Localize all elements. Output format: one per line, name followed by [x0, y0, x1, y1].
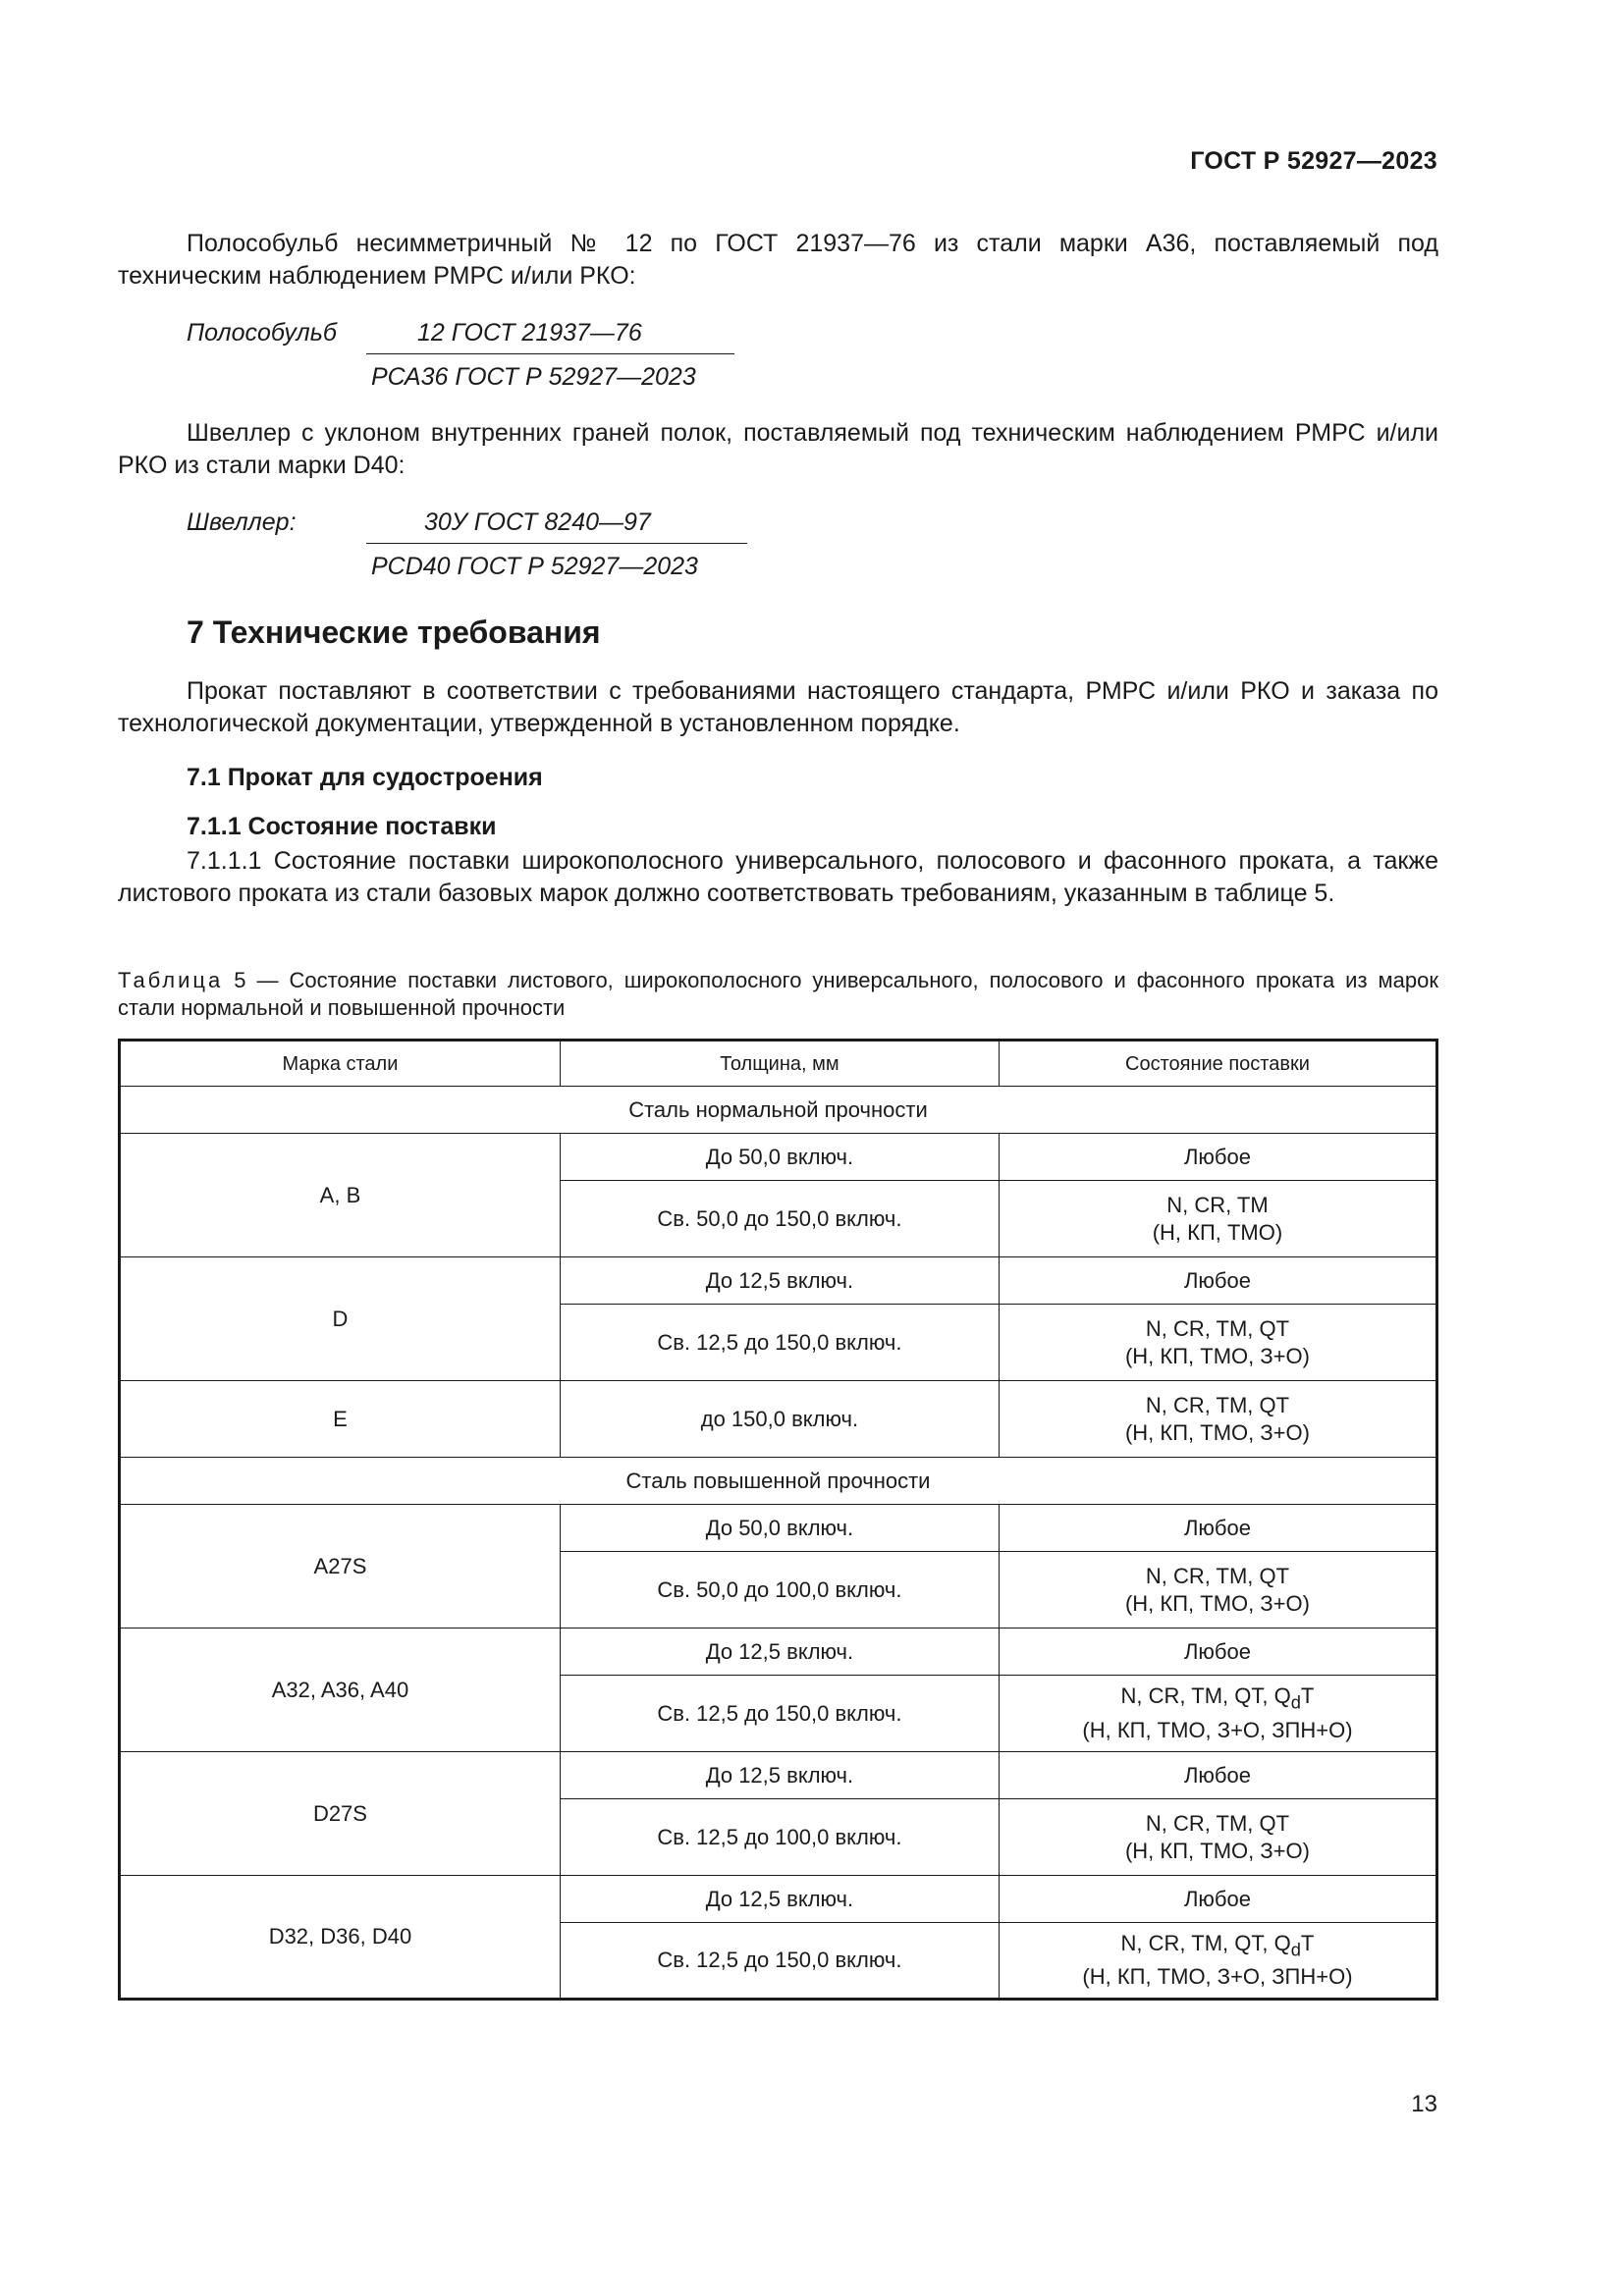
section-7-title: 7 Технические требования: [187, 614, 601, 650]
state-code: N, CR, TM, QT: [1145, 1810, 1290, 1836]
thickness-cell: До 12,5 включ.: [560, 1752, 999, 1799]
grade-cell: D: [120, 1257, 561, 1381]
state-cell: Любое: [999, 1505, 1436, 1552]
table5-caption: [118, 967, 1438, 1022]
state-code-ru: (Н, КП, ТМО, З+О): [1124, 1590, 1310, 1616]
table-row: [120, 1876, 1437, 1923]
table-row: [120, 1134, 1437, 1181]
state-cell: Любое: [999, 1752, 1436, 1799]
group-row: [120, 1458, 1437, 1505]
thickness-cell: До 12,5 включ.: [560, 1629, 999, 1676]
table-header-row: [120, 1041, 1437, 1087]
state-cell: Любое: [999, 1134, 1436, 1181]
example2-text: Швеллер с уклоном внутренних граней полок, поставляемый под техническим наблюдением РМРС и/или РКО из стали марки D40:: [118, 419, 1438, 479]
thickness-cell: Св. 12,5 до 100,0 включ.: [560, 1799, 999, 1876]
state-cell: [999, 1799, 1436, 1876]
grade-cell: E: [120, 1381, 561, 1458]
group-row: [120, 1087, 1437, 1134]
thickness-cell: До 12,5 включ.: [560, 1257, 999, 1305]
state-code: [1005, 1930, 1430, 1963]
thickness-cell: Св. 12,5 до 150,0 включ.: [560, 1305, 999, 1381]
state-cell: [999, 1676, 1436, 1752]
thickness-cell: Св. 50,0 до 100,0 включ.: [560, 1552, 999, 1629]
example1-text: Полособульб несимметричный № 12 по ГОСТ 21937—76 из стали марки А36, поставляемый под техническим наблюдением РМРС и/или РКО:: [118, 230, 1438, 290]
thickness-cell: До 50,0 включ.: [560, 1134, 999, 1181]
state-code-ru: (Н, КП, ТМО, З+О, ЗПН+О): [1082, 1964, 1353, 1990]
state-code-ru: (Н, КП, ТМО, З+О, ЗПН+О): [1082, 1717, 1353, 1742]
header-thickness: Толщина, мм: [560, 1041, 999, 1087]
state-code-text: T: [1300, 1930, 1315, 1955]
group-normal-strength: Сталь нормальной прочности: [120, 1087, 1437, 1134]
fraction-line: [366, 543, 747, 544]
state-code-subscript: d: [1290, 1939, 1301, 1960]
table-row: [120, 1505, 1437, 1552]
thickness-cell: До 50,0 включ.: [560, 1505, 999, 1552]
state-cell: [999, 1381, 1436, 1458]
state-code-ru: (Н, КП, ТМО): [1152, 1219, 1283, 1245]
example1-label: Полособульб: [187, 319, 337, 347]
example2-denominator: PCD40 ГОСТ Р 52927—2023: [371, 553, 698, 580]
grade-cell: A32, A36, A40: [120, 1629, 561, 1752]
state-cell: Любое: [999, 1257, 1436, 1305]
state-code-ru: (Н, КП, ТМО, З+О): [1124, 1343, 1310, 1368]
state-code: [1005, 1682, 1430, 1716]
group-high-strength: Сталь повышенной прочности: [120, 1458, 1437, 1505]
state-cell: [999, 1552, 1436, 1629]
state-cell: [999, 1923, 1436, 2000]
state-cell: [999, 1181, 1436, 1257]
fraction-line: [366, 353, 734, 354]
state-code-text: N, CR, TM, QT, Q: [1120, 1930, 1291, 1955]
state-code: N, CR, TM, QT: [1145, 1563, 1290, 1588]
state-code: N, CR, TM: [1166, 1192, 1269, 1217]
doc-code-header: ГОСТ Р 52927—2023: [1190, 147, 1437, 175]
state-cell: [999, 1305, 1436, 1381]
example1-numerator: 12 ГОСТ 21937—76: [417, 319, 642, 347]
table5: [118, 1039, 1438, 2001]
thickness-cell: До 12,5 включ.: [560, 1876, 999, 1923]
state-code-subscript: d: [1290, 1691, 1301, 1713]
thickness-cell: Св. 12,5 до 150,0 включ.: [560, 1676, 999, 1752]
state-code-text: N, CR, TM, QT, Q: [1120, 1683, 1291, 1709]
state-code: N, CR, TM, QT: [1145, 1392, 1290, 1417]
grade-cell: D32, D36, D40: [120, 1876, 561, 2000]
table-row: [120, 1257, 1437, 1305]
table5-caption-text: 5 — Состояние поставки листового, широкополосного универсального, полосового и фасонного проката из марок стали нормальной и повышенной прочности: [118, 968, 1438, 1020]
table5-caption-label: Таблица: [118, 968, 224, 992]
thickness-cell: Св. 12,5 до 150,0 включ.: [560, 1923, 999, 2000]
grade-cell: A, B: [120, 1134, 561, 1257]
example2-label: Швеллер:: [187, 508, 297, 536]
paragraph-7-1-1-1: 7.1.1.1 Состояние поставки широкополосного универсального, полосового и фасонного проката, а также листового проката из стали базовых марок должно соответствовать требованиям, указанным в таблице 5.: [118, 847, 1438, 907]
page-number: 13: [1411, 2091, 1437, 2117]
subsection-7-1-title: 7.1 Прокат для судостроения: [187, 764, 543, 791]
grade-cell: D27S: [120, 1752, 561, 1876]
state-code: N, CR, TM, QT: [1145, 1315, 1290, 1341]
state-code-ru: (Н, КП, ТМО, З+О): [1124, 1838, 1310, 1863]
state-cell: Любое: [999, 1629, 1436, 1676]
state-code-ru: (Н, КП, ТМО, З+О): [1124, 1419, 1310, 1445]
section-7-intro: Прокат поставляют в соответствии с требованиями настоящего стандарта, РМРС и/или РКО и заказа по технологической документации, утвержденной в установленном порядке.: [118, 677, 1438, 737]
table-row: [120, 1381, 1437, 1458]
header-delivery-state: Состояние поставки: [999, 1041, 1436, 1087]
header-grade: Марка стали: [120, 1041, 561, 1087]
state-code-text: T: [1300, 1683, 1315, 1709]
thickness-cell: Св. 50,0 до 150,0 включ.: [560, 1181, 999, 1257]
table-row: [120, 1629, 1437, 1676]
table-row: [120, 1752, 1437, 1799]
state-cell: Любое: [999, 1876, 1436, 1923]
example1-denominator: РСА36 ГОСТ Р 52927—2023: [371, 363, 696, 391]
grade-cell: A27S: [120, 1505, 561, 1629]
example2-numerator: 30У ГОСТ 8240—97: [424, 508, 651, 536]
thickness-cell: до 150,0 включ.: [560, 1381, 999, 1458]
subsection-7-1-1-title: 7.1.1 Состояние поставки: [187, 813, 497, 840]
